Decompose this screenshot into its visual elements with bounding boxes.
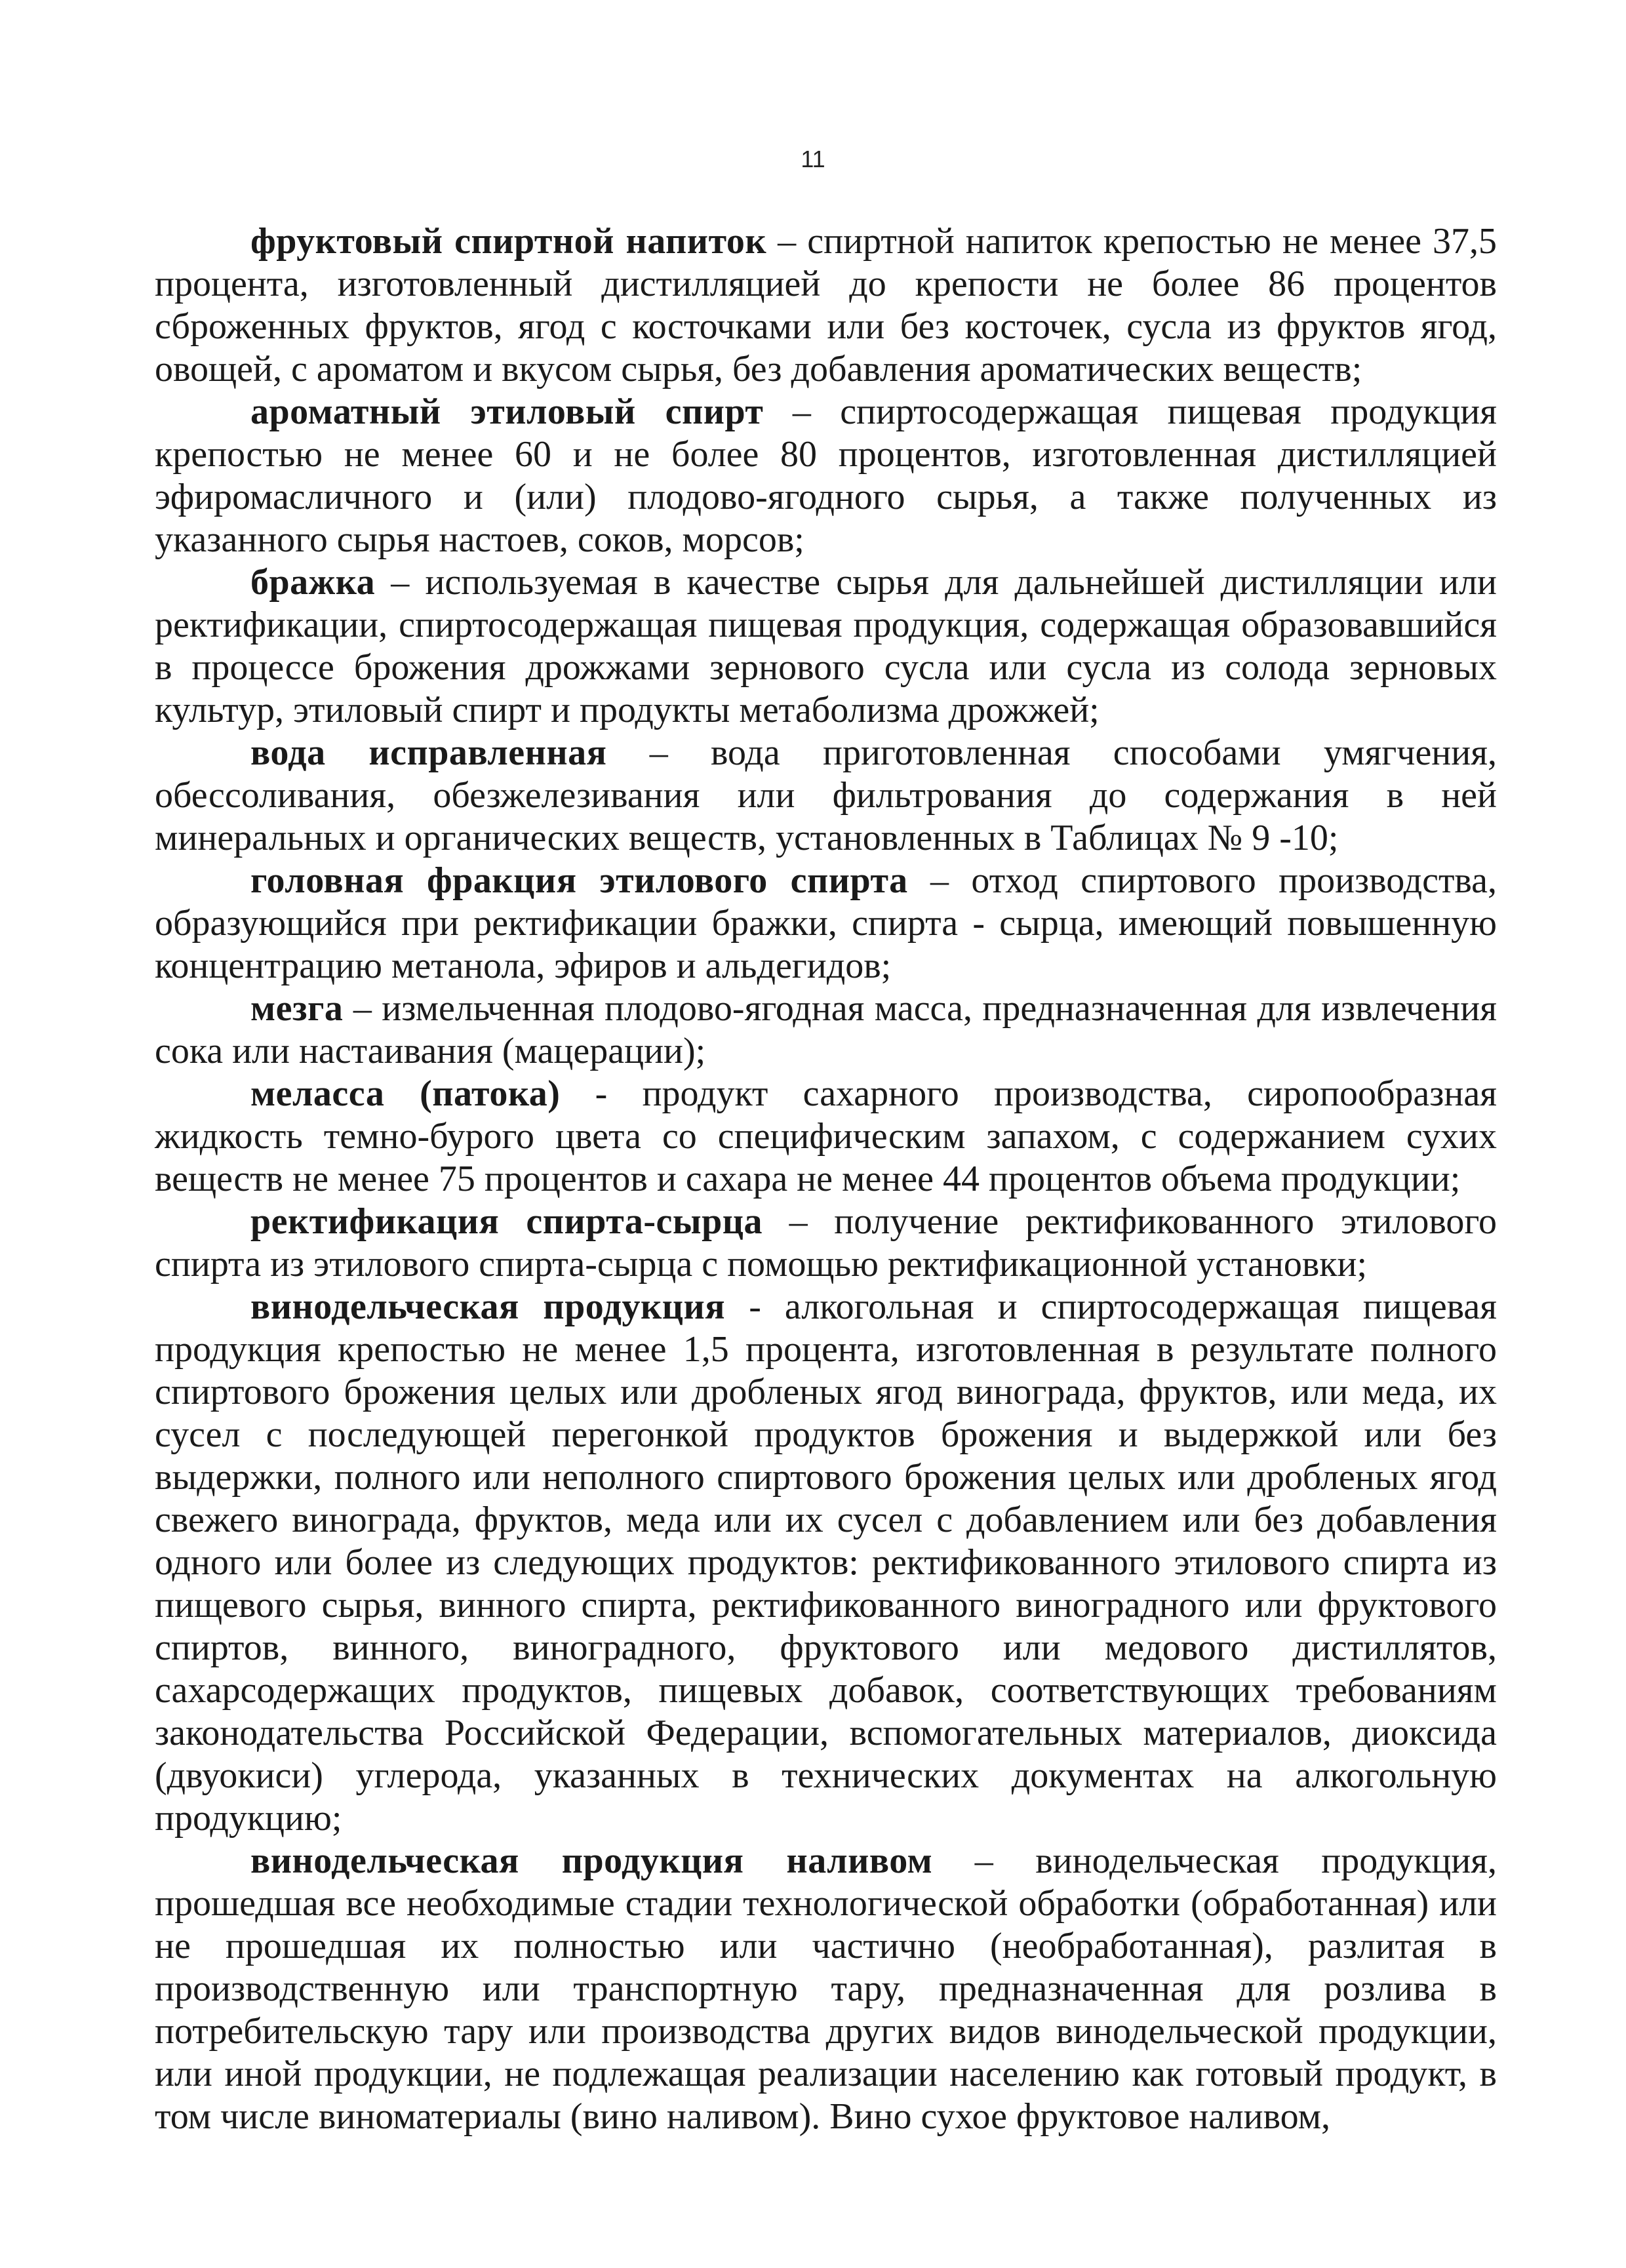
- definition-paragraph: [155, 1073, 1497, 1201]
- definition-paragraph: [155, 220, 1497, 391]
- definition-text: - продукт сахарного производства, сиропообразная жидкость темно-бурого цвета со специфическим запахом, с содержанием сухих веществ не менее 75 процентов и сахара не менее 44 процентов объема продукции;: [155, 1073, 1497, 1199]
- definition-term: ароматный этиловый спирт: [250, 391, 764, 432]
- definition-term: бражка: [250, 562, 376, 603]
- definition-text: – спиртосодержащая пищевая продукция крепостью не менее 60 и не более 80 процентов, изготовленная дистилляцией эфиромасличного и (или) плодово-ягодного сырья, а также полученных из указанного сырья настоев, соков, морсов;: [155, 391, 1497, 560]
- definition-text: – измельченная плодово-ягодная масса, предназначенная для извлечения сока или настаивания (мацерации);: [155, 988, 1497, 1071]
- definition-paragraph: [155, 561, 1497, 732]
- definition-paragraph: [155, 987, 1497, 1073]
- definition-term: мезга: [250, 988, 344, 1029]
- definition-paragraph: [155, 860, 1497, 987]
- document-body: [155, 220, 1497, 2138]
- definition-text: – вода приготовленная способами умягчения, обессоливания, обезжелезивания или фильтрования до содержания в ней минеральных и органических веществ, установленных в Таблицах № 9 -10;: [155, 732, 1497, 858]
- definition-text: - алкогольная и спиртосодержащая пищевая продукция крепостью не менее 1,5 процента, изготовленная в результате полного спиртового брожения целых или дробленых ягод винограда, фруктов, или меда, их сусел с последующей перегонкой продуктов брожения и выдержкой или без выдержки, полного или неполного спиртового брожения целых или дробленых ягод свежего винограда, фруктов, меда или их сусел с добавлением или без добавления одного или более из следующих продуктов: ректификованного этилового спирта из пищевого сырья, винного спирта, ректификованного виноградного или фруктового спиртов, винного, виноградного, фруктового или медового дистиллятов, сахарсодержащих продуктов, пищевых добавок, соответствующих требованиям законодательства Российской Федерации, вспомогательных материалов, диоксида (двуокиси) углерода, указанных в технических документах на алкогольную продукцию;: [155, 1286, 1497, 1839]
- definition-term: винодельческая продукция: [250, 1286, 726, 1327]
- definition-term: ректификация спирта-сырца: [250, 1201, 763, 1242]
- definition-paragraph: [155, 1286, 1497, 1840]
- definition-text: – получение ректификованного этилового спирта из этилового спирта-сырца с помощью ректификационной установки;: [155, 1201, 1497, 1284]
- page-number: 11: [801, 146, 825, 172]
- definition-paragraph: [155, 1201, 1497, 1286]
- definition-term: головная фракция этилового спирта: [250, 860, 908, 901]
- definition-paragraph: [155, 1840, 1497, 2138]
- definition-text: – спиртной напиток крепостью не менее 37,5 процента, изготовленный дистилляцией до крепости не более 86 процентов сброженных фруктов, ягод с косточками или без косточек, сусла из фруктов ягод, овощей, с ароматом и вкусом сырья, без добавления ароматических веществ;: [155, 221, 1497, 389]
- definition-paragraph: [155, 391, 1497, 561]
- definition-term: меласса (патока): [250, 1073, 561, 1114]
- definition-text: – отход спиртового производства, образующийся при ректификации бражки, спирта - сырца, имеющий повышенную концентрацию метанола, эфиров и альдегидов;: [155, 860, 1497, 986]
- definition-term: фруктовый спиртной напиток: [250, 221, 767, 262]
- definition-term: винодельческая продукция наливом: [250, 1840, 933, 1881]
- definition-text: – винодельческая продукция, прошедшая все необходимые стадии технологической обработки (обработанная) или не прошедшая их полностью или частично (необработанная), разлитая в производственную или транспортную тару, предназначенная для розлива в потребительскую тару или производства других видов винодельческой продукции, или иной продукции, не подлежащая реализации населению как готовый продукт, в том числе виноматериалы (вино наливом). Вино сухое фруктовое наливом,: [155, 1840, 1497, 2137]
- definition-text: – используемая в качестве сырья для дальнейшей дистилляции или ректификации, спиртосодержащая пищевая продукция, содержащая образовавшийся в процессе брожения дрожжами зернового сусла или сусла из солода зерновых культур, этиловый спирт и продукты метаболизма дрожжей;: [155, 562, 1497, 730]
- definition-paragraph: [155, 732, 1497, 860]
- definition-term: вода исправленная: [250, 732, 607, 773]
